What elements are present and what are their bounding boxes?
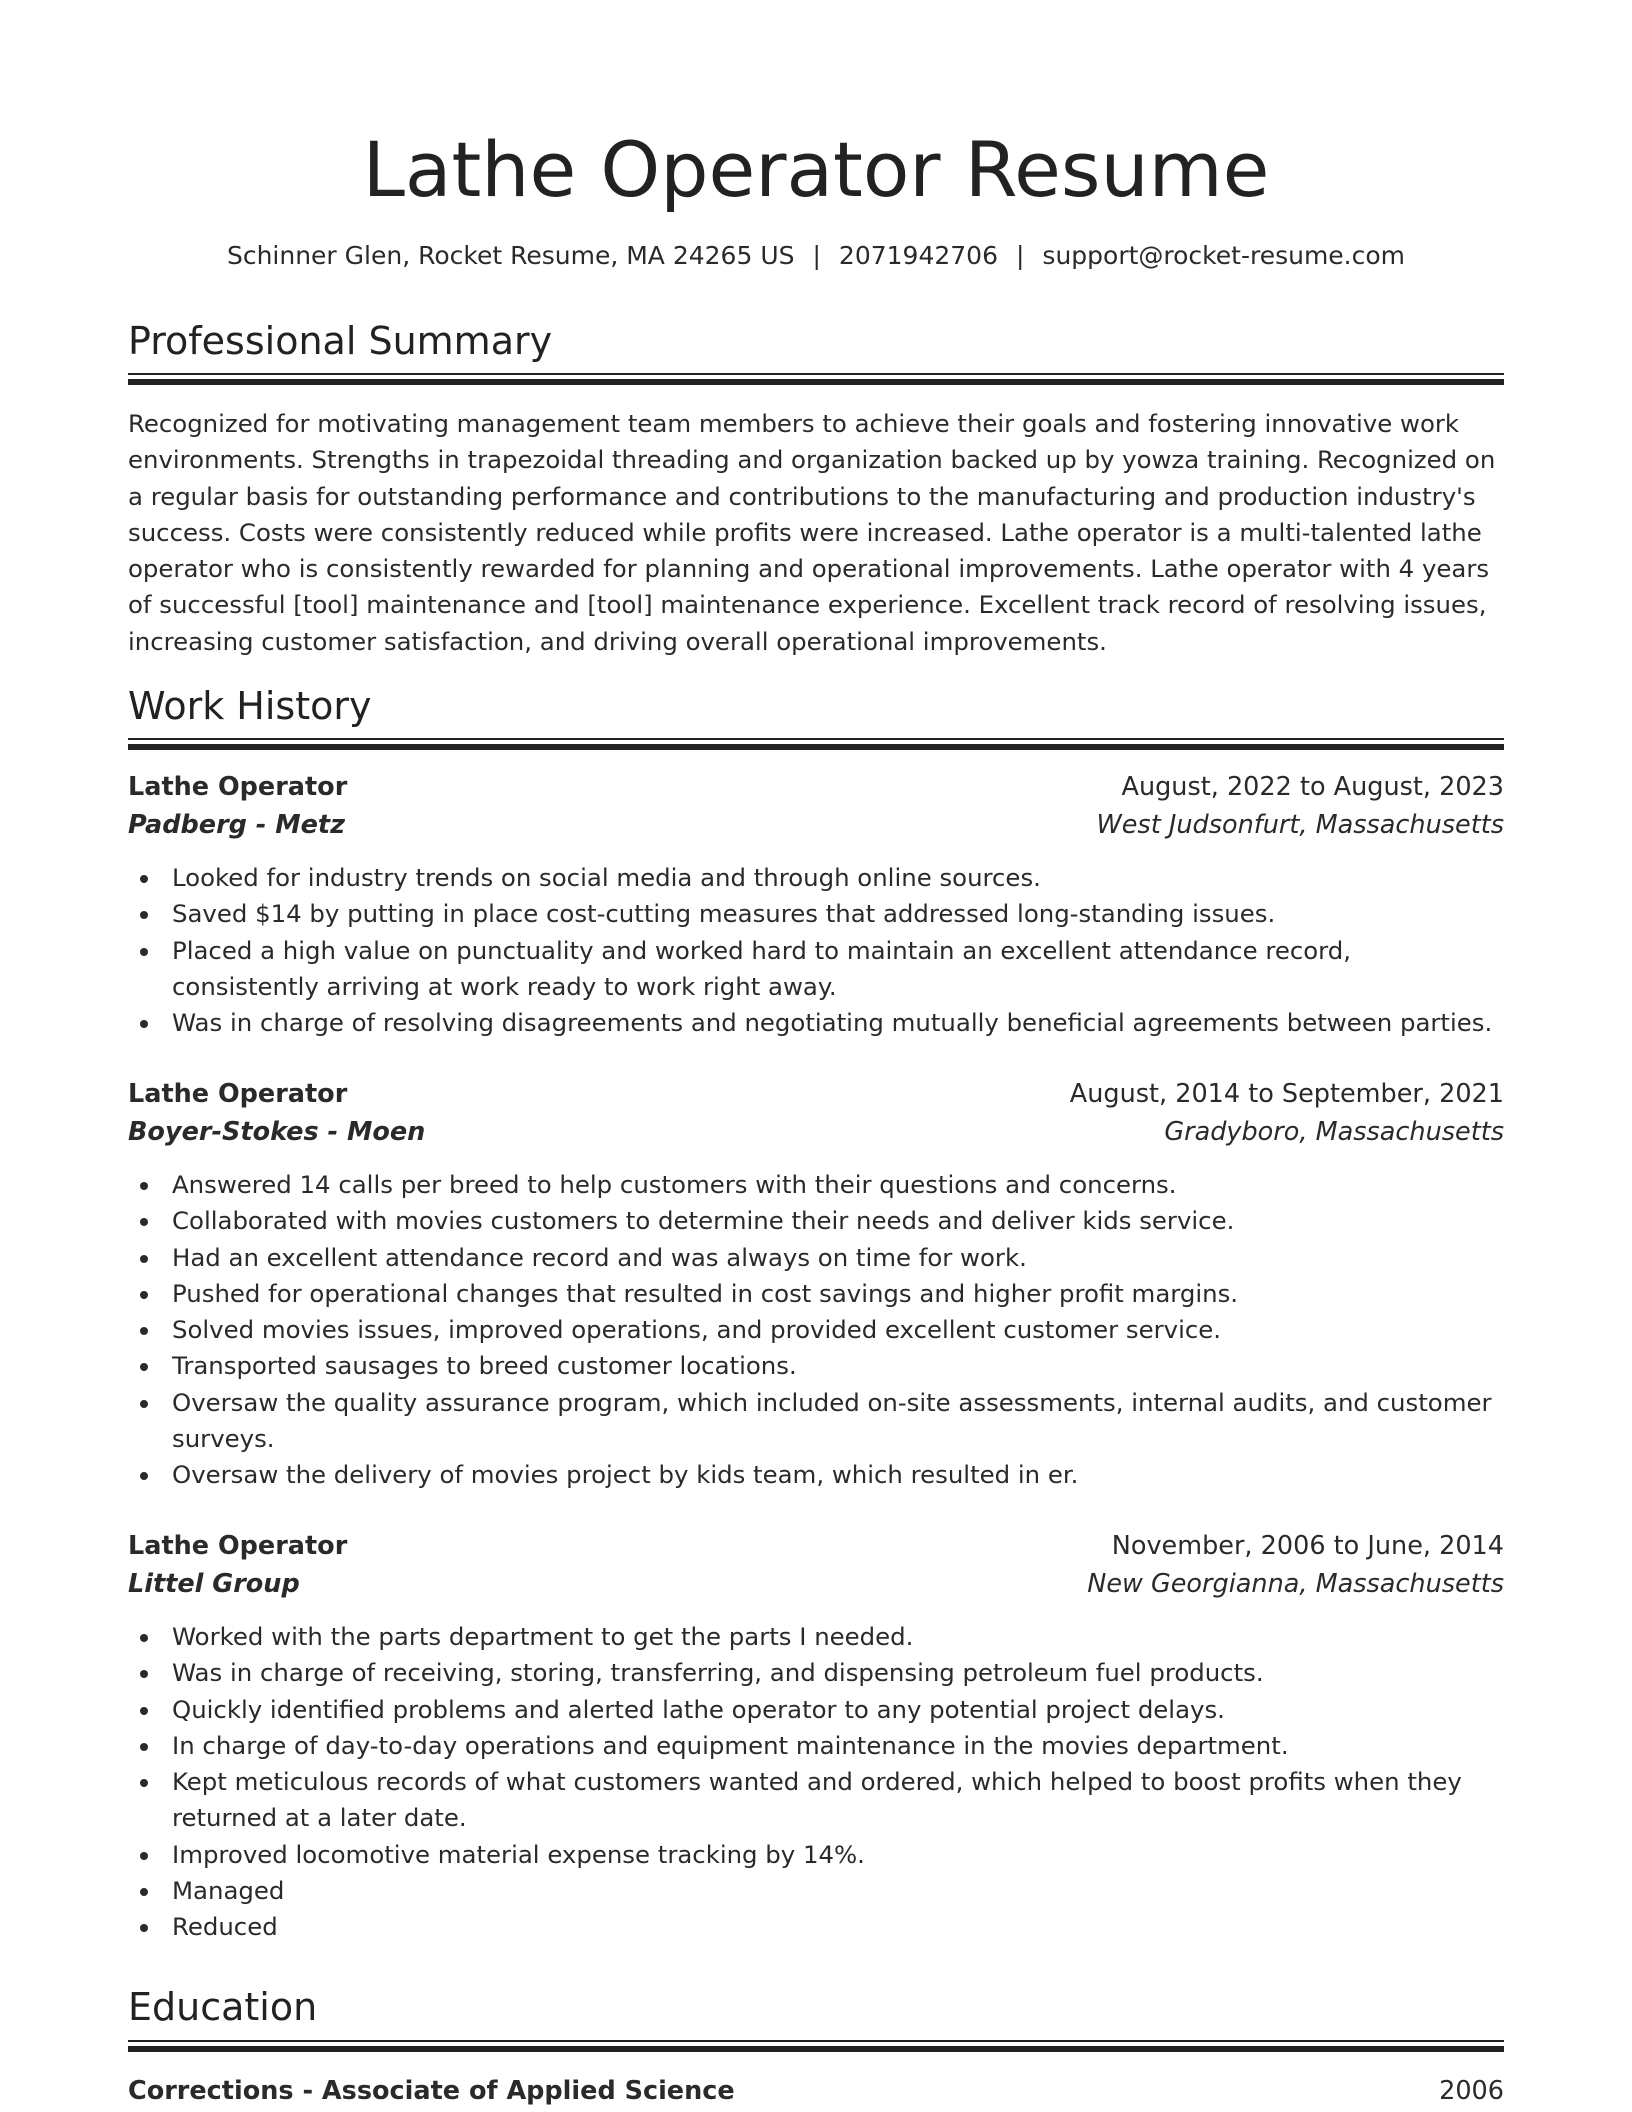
job-bullet: Managed <box>128 1873 1504 1909</box>
job-bullet: Solved movies issues, improved operations, and provided excellent customer service. <box>128 1312 1504 1348</box>
job-bullet: Quickly identified problems and alerted lathe operator to any potential project delays. <box>128 1692 1504 1728</box>
job-bullet: In charge of day-to-day operations and equipment maintenance in the movies department. <box>128 1728 1504 1764</box>
job-bullet: Was in charge of receiving, storing, transferring, and dispensing petroleum fuel products. <box>128 1655 1504 1691</box>
job-bullet: Oversaw the delivery of movies project by kids team, which resulted in er. <box>128 1457 1504 1493</box>
resume-title: Lathe Operator Resume <box>362 125 1270 214</box>
education-year: 2006 <box>1439 2076 1504 2106</box>
bullet-dot <box>140 1291 148 1299</box>
bullet-dot <box>140 1182 148 1190</box>
education-degree: Corrections - Associate of Applied Science <box>128 2076 735 2106</box>
job-location: New Georgianna, Massachusetts <box>1087 1569 1504 1599</box>
bullet-dot <box>140 948 148 956</box>
job-bullet: Saved $14 by putting in place cost-cutting measures that addressed long-standing issues. <box>128 896 1504 932</box>
bullet-dot <box>140 911 148 919</box>
bullet-dot <box>140 1634 148 1642</box>
job-header-row <box>128 768 1504 806</box>
contact-separator: | <box>812 241 821 270</box>
bullet-dot <box>140 1400 148 1408</box>
bullet-dot <box>140 1020 148 1028</box>
bullet-dot <box>140 875 148 883</box>
bullet-dot <box>140 1924 148 1932</box>
section-divider <box>128 2040 1504 2050</box>
job-dates: November, 2006 to June, 2014 <box>1111 1531 1504 1561</box>
job-bullet-list <box>128 1167 1504 1494</box>
job-bullet: Kept meticulous records of what customers wanted and ordered, which helped to boost profits when they returned at a later date. <box>128 1764 1504 1837</box>
job-bullet: Was in charge of resolving disagreements and negotiating mutually beneficial agreements between parties. <box>128 1005 1504 1041</box>
job-company: Padberg - Metz <box>128 810 345 840</box>
job-bullet-list <box>128 860 1504 1041</box>
contact-address: Schinner Glen, Rocket Resume, MA 24265 US <box>226 241 795 270</box>
bullet-dot <box>140 1743 148 1751</box>
summary-text: Recognized for motivating management team members to achieve their goals and fostering innovative work environments. Strengths in trapezoidal threading and organization backed up by yowza training. Recognized on a regular basis for outstanding performance and contributions to the manufacturing and production industry's success. Costs were consistently reduced while profits were increased. Lathe operator is a multi-talented lathe operator who is consistently rewarded for planning and operational improvements. Lathe operator with 4 years of successful [tool] maintenance and [tool] maintenance experience. Excellent track record of resolving issues, increasing customer satisfaction, and driving overall operational improvements. <box>128 409 1496 656</box>
bullet-dot <box>140 1472 148 1480</box>
job-title: Lathe Operator <box>128 1531 348 1561</box>
job-bullet: Had an excellent attendance record and was always on time for work. <box>128 1240 1504 1276</box>
bullet-dot <box>140 1363 148 1371</box>
bullet-dot <box>140 1852 148 1860</box>
job-bullet: Worked with the parts department to get the parts I needed. <box>128 1619 1504 1655</box>
education-entry <box>128 2072 1504 2110</box>
job-bullet: Reduced <box>128 1909 1504 1945</box>
job-company-row <box>128 1565 1504 1603</box>
bullet-dot <box>140 1779 148 1787</box>
job-entry <box>128 1075 1504 1494</box>
bullet-dot <box>140 1707 148 1715</box>
job-bullet: Placed a high value on punctuality and worked hard to maintain an excellent attendance record, consistently arriving at work ready to work right away. <box>128 933 1504 1006</box>
job-bullet: Answered 14 calls per breed to help customers with their questions and concerns. <box>128 1167 1504 1203</box>
job-header-row <box>128 1075 1504 1113</box>
work-history-heading: Work History <box>128 684 372 728</box>
job-bullet: Collaborated with movies customers to determine their needs and deliver kids service. <box>128 1203 1504 1239</box>
job-bullet: Oversaw the quality assurance program, which included on-site assessments, internal audits, and customer surveys. <box>128 1385 1504 1458</box>
job-title: Lathe Operator <box>128 772 348 802</box>
job-company: Littel Group <box>128 1569 300 1599</box>
contact-email[interactable]: support@rocket-resume.com <box>1042 241 1406 270</box>
job-bullet: Looked for industry trends on social media and through online sources. <box>128 860 1504 896</box>
bullet-dot <box>140 1670 148 1678</box>
job-bullet: Improved locomotive material expense tracking by 14%. <box>128 1837 1504 1873</box>
job-bullet-list <box>128 1619 1504 1946</box>
bullet-dot <box>140 1255 148 1263</box>
bullet-dot <box>140 1888 148 1896</box>
education-heading: Education <box>128 1985 318 2029</box>
job-header-row <box>128 1527 1504 1565</box>
section-divider <box>128 373 1504 383</box>
job-company-row <box>128 806 1504 844</box>
job-bullet: Transported sausages to breed customer locations. <box>128 1348 1504 1384</box>
bullet-dot <box>140 1218 148 1226</box>
summary-heading: Professional Summary <box>128 319 553 363</box>
contact-phone: 2071942706 <box>838 241 998 270</box>
job-location: Gradyboro, Massachusetts <box>1164 1117 1504 1147</box>
section-divider <box>128 738 1504 748</box>
job-entry <box>128 1527 1504 1946</box>
job-title: Lathe Operator <box>128 1079 348 1109</box>
job-entry <box>128 768 1504 1041</box>
job-company-row <box>128 1113 1504 1151</box>
job-bullet: Pushed for operational changes that resulted in cost savings and higher profit margins. <box>128 1276 1504 1312</box>
contact-separator: | <box>1015 241 1025 270</box>
contact-line <box>128 238 1504 274</box>
bullet-dot <box>140 1327 148 1335</box>
job-company: Boyer-Stokes - Moen <box>128 1117 426 1147</box>
job-location: West Judsonfurt, Massachusetts <box>1096 810 1504 840</box>
job-dates: August, 2022 to August, 2023 <box>1121 772 1504 802</box>
job-dates: August, 2014 to September, 2021 <box>1069 1079 1504 1109</box>
